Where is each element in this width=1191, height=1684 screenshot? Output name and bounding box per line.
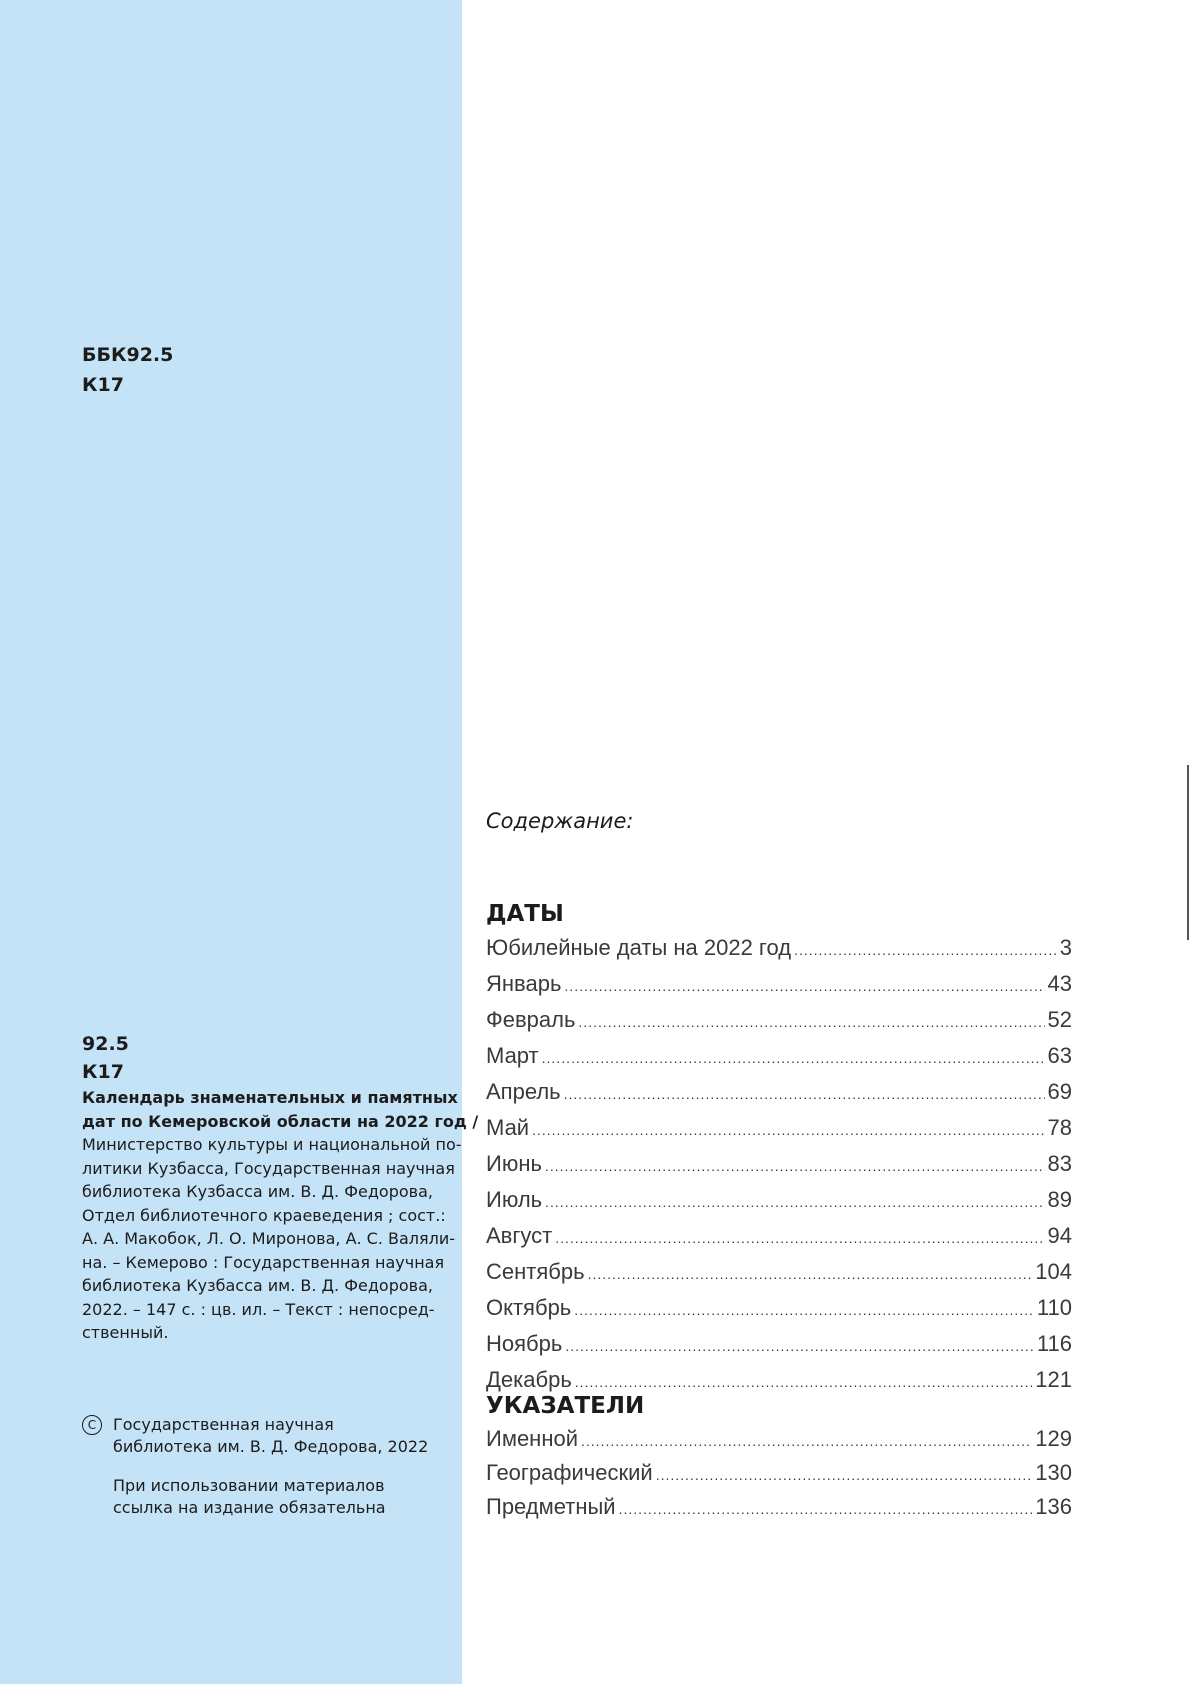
catalog-card: [82, 1030, 479, 1345]
dot-leader: [545, 1149, 1045, 1183]
catalog-title-line: дат по Кемеровской области на 2022 год /: [82, 1111, 479, 1131]
toc-entry-label: Май: [486, 1115, 530, 1140]
toc-entry-page: 69: [1047, 1079, 1072, 1104]
copyright-line: библиотека им. В. Д. Федорова, 2022: [113, 1437, 429, 1456]
toc-entry-page: 104: [1035, 1259, 1072, 1284]
toc-entry-label: Март: [486, 1043, 539, 1068]
toc-entry-page: 63: [1047, 1043, 1072, 1068]
toc-entry-page: 94: [1047, 1223, 1072, 1248]
toc-entry[interactable]: [486, 1039, 1072, 1075]
catalog-title-line: Календарь знаменательных и памятных: [82, 1088, 458, 1107]
toc-entry-label: Декабрь: [486, 1367, 572, 1392]
toc-section-title-indexes: УКАЗАТЕЛИ: [486, 1393, 645, 1419]
toc-entry[interactable]: [486, 1491, 1072, 1525]
toc-entry[interactable]: [486, 967, 1072, 1003]
catalog-description-line: библиотека Кузбасса им. В. Д. Федорова,: [82, 1182, 433, 1201]
toc-entry[interactable]: [486, 1219, 1072, 1255]
toc-entry-page: 3: [1059, 935, 1072, 960]
toc-entry[interactable]: [486, 1255, 1072, 1291]
toc-entry-label: Октябрь: [486, 1295, 572, 1320]
dot-leader: [794, 933, 1057, 967]
toc-entry-label: Август: [486, 1223, 553, 1248]
toc-entry-label: Июнь: [486, 1151, 542, 1176]
dot-leader: [555, 1221, 1044, 1255]
dot-leader: [545, 1185, 1044, 1219]
toc-entry-page: 52: [1047, 1007, 1072, 1032]
copyright-line: Государственная научная: [113, 1415, 334, 1434]
usage-notice-line: ссылка на издание обязательна: [113, 1498, 386, 1517]
toc-dates-section: [486, 897, 1072, 1399]
toc-entry-page: 130: [1035, 1460, 1072, 1485]
toc-entry-label: Февраль: [486, 1007, 576, 1032]
toc-entry[interactable]: [486, 1111, 1072, 1147]
catalog-description-line: библиотека Кузбасса им. В. Д. Федорова,: [82, 1276, 433, 1295]
toc-entry-label: Юбилейные даты на 2022 год: [486, 935, 792, 960]
catalog-description-line: ственный.: [82, 1323, 169, 1342]
toc-entry[interactable]: [486, 1327, 1072, 1363]
toc-entry-page: 129: [1035, 1426, 1072, 1451]
catalog-description-line: 2022. – 147 с. : цв. ил. – Текст : непосред-: [82, 1299, 435, 1319]
toc-entry-label: Ноябрь: [486, 1331, 563, 1356]
toc-entry-label: Именной: [486, 1426, 578, 1451]
toc-entry-page: 83: [1047, 1151, 1072, 1176]
catalog-description-line: А. А. Макобок, Л. О. Миронова, А. С. Валяли-: [82, 1229, 456, 1248]
catalog-author-sign: К17: [82, 1061, 124, 1083]
dot-leader: [588, 1257, 1033, 1291]
toc-entry-page: 78: [1047, 1115, 1072, 1140]
toc-entry-page: 136: [1035, 1494, 1072, 1519]
catalog-description-line: Министерство культуры и национальной по-: [82, 1135, 462, 1154]
toc-entry[interactable]: [486, 1075, 1072, 1111]
catalog-description-line: на. – Кемерово : Государственная научная: [82, 1252, 445, 1272]
dot-leader: [564, 969, 1044, 1003]
toc-entry-label: Апрель: [486, 1079, 561, 1104]
toc-entry-label: Январь: [486, 971, 562, 996]
toc-heading: Содержание:: [486, 809, 634, 833]
left-sidebar-panel: [0, 0, 479, 1684]
catalog-description-line: литики Кузбасса, Государственная научная: [82, 1158, 455, 1178]
toc-entry-page: 121: [1035, 1367, 1072, 1392]
toc-entry-page: 116: [1036, 1331, 1072, 1356]
toc-entry-label: Сентябрь: [486, 1259, 585, 1284]
toc-entry-label: Июль: [486, 1187, 543, 1212]
dot-leader: [574, 1293, 1034, 1327]
dot-leader: [578, 1005, 1044, 1039]
toc-entry[interactable]: [486, 1291, 1072, 1327]
dot-leader: [619, 1493, 1033, 1525]
toc-entry-page: 89: [1047, 1187, 1072, 1212]
bbk-code: ББК92.5: [82, 344, 174, 366]
dot-leader: [532, 1113, 1044, 1147]
toc-entry[interactable]: [486, 1003, 1072, 1039]
toc-entry[interactable]: [486, 1183, 1072, 1219]
usage-notice-line: При использовании материалов: [113, 1476, 385, 1495]
dot-leader: [564, 1077, 1045, 1111]
toc-entry-label: Предметный: [486, 1494, 616, 1519]
toc-entry[interactable]: [486, 1147, 1072, 1183]
dot-leader: [542, 1041, 1045, 1075]
toc-entry[interactable]: [486, 1457, 1072, 1491]
catalog-description-line: Отдел библиотечного краеведения ; сост.:: [82, 1205, 446, 1225]
toc-entry-page: 110: [1036, 1295, 1072, 1320]
page-edge-marker: [1187, 765, 1189, 940]
toc-section-title-dates: ДАТЫ: [486, 901, 564, 927]
bbk-code-block: [82, 340, 173, 400]
toc-entry[interactable]: [486, 931, 1072, 967]
toc-entry-label: Географический: [486, 1460, 653, 1485]
copyright-icon: C: [82, 1415, 102, 1435]
dot-leader: [565, 1329, 1034, 1363]
toc-entry[interactable]: [486, 1423, 1072, 1457]
usage-notice: [113, 1475, 386, 1519]
dot-leader: [581, 1425, 1032, 1457]
dot-leader: [656, 1459, 1033, 1491]
toc-indexes-section: [486, 1389, 1072, 1525]
copyright-notice: [82, 1414, 428, 1458]
toc-entry-page: 43: [1047, 971, 1072, 996]
author-sign: К17: [82, 374, 124, 396]
catalog-bbk-code: 92.5: [82, 1033, 129, 1055]
